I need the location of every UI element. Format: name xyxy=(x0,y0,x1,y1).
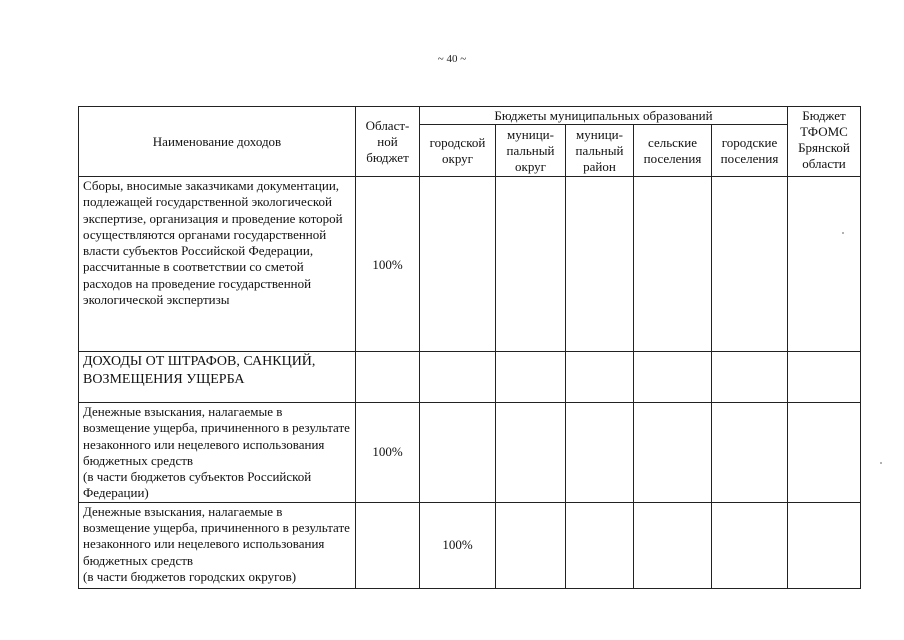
section-heading: ДОХОДЫ ОТ ШТРАФОВ, САНКЦИЙ, ВОЗМЕЩЕНИЯ УЩЕРБА xyxy=(79,352,356,403)
city-district-share xyxy=(420,177,496,352)
table-row xyxy=(79,352,861,403)
scan-speck xyxy=(880,462,882,464)
regional-share xyxy=(356,352,420,403)
regional-share: 100% xyxy=(356,177,420,352)
header-tfoms-budget: Бюджет ТФОМС Брянской области xyxy=(788,107,861,177)
regional-share xyxy=(356,502,420,588)
revenue-name: Сборы, вносимые заказчиками документации, подлежащей государственной экологической экспертизе, организация и проведение которой осуществляются органами государственной власти субъектов Российской Федерации, рассчитанные в соответствии со сметой расходов на проведение государственной экологической экспертизы xyxy=(79,177,356,352)
revenue-name: Денежные взыскания, налагаемые в возмещение ущерба, причиненного в результате незаконного или нецелевого использования бюджетных средств (в части бюджетов субъектов Российской Федерации) xyxy=(79,403,356,503)
city-district-share: 100% xyxy=(420,502,496,588)
table-row xyxy=(79,403,861,503)
header-regional-budget: Област- ной бюджет xyxy=(356,107,420,177)
table-row xyxy=(79,177,861,352)
header-municipal-budgets: Бюджеты муниципальных образований xyxy=(420,107,788,125)
header-municipal-raion: муници- пальный район xyxy=(566,125,634,177)
header-urban-settlements: городские поселения xyxy=(712,125,788,177)
scan-speck xyxy=(842,232,844,234)
revenue-distribution-table xyxy=(78,106,861,589)
header-revenue-name: Наименование доходов xyxy=(79,107,356,177)
city-district-share xyxy=(420,403,496,503)
header-municipal-okrug: муници- пальный округ xyxy=(496,125,566,177)
revenue-name: Денежные взыскания, налагаемые в возмещение ущерба, причиненного в результате незаконного или нецелевого использования бюджетных средств (в части бюджетов городских округов) xyxy=(79,502,356,588)
header-city-district: городской округ xyxy=(420,125,496,177)
city-district-share xyxy=(420,352,496,403)
header-rural-settlements: сельские поселения xyxy=(634,125,712,177)
regional-share: 100% xyxy=(356,403,420,503)
page-number: ~ 40 ~ xyxy=(437,53,467,65)
table-row xyxy=(79,502,861,588)
